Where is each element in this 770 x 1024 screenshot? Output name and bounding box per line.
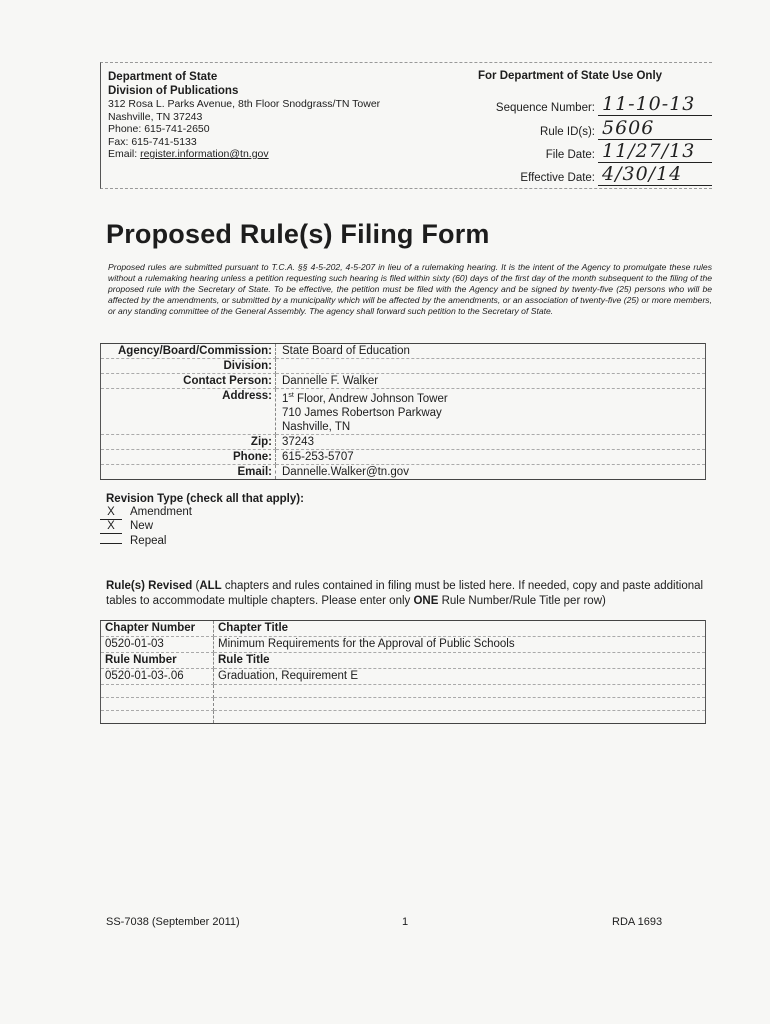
rule-number-header: Rule Number <box>101 653 214 669</box>
chapter-number: 0520-01-03 <box>101 637 214 653</box>
revision-repeal <box>100 535 166 549</box>
form-id: SS-7038 (September 2011) <box>106 916 240 928</box>
blank-row <box>101 698 706 711</box>
rules-revised-table <box>100 620 706 724</box>
zip-label: Zip: <box>101 434 276 449</box>
page-number: 1 <box>402 916 409 928</box>
department-address: 312 Rosa L. Parks Avenue, 8th Floor Snodgrass/TN Tower <box>108 98 381 110</box>
revision-new <box>100 520 153 534</box>
form-title: Proposed Rule(s) Filing Form <box>106 219 490 249</box>
email-label-cell: Email: <box>101 464 276 479</box>
repeal-label: Repeal <box>130 535 167 547</box>
file-date-value: 11/27/13 <box>598 140 712 163</box>
contact-value: Dannelle F. Walker <box>276 374 706 389</box>
revision-amendment <box>100 506 192 520</box>
chapter-header-row <box>101 621 706 637</box>
division-row <box>101 359 706 374</box>
blank-cell <box>101 698 214 711</box>
new-label: New <box>130 520 154 532</box>
department-city: Nashville, TN 37243 <box>108 110 203 123</box>
chapter-title-header: Chapter Title <box>214 621 706 637</box>
rule-number: 0520-01-03-.06 <box>101 669 214 685</box>
intro-paragraph: Proposed rules are submitted pursuant to T.C.A. §§ 4-5-202, 4-5-207 in lieu of a rulemaking hearing. It is the intent of the Agency to promulgate these rules without a rulemaking hearing unless a petition requesting such hearing is filed within sixty (60) days of the first day of the month subsequent to the filing of the proposed rule with the Secretary of State. To be effective, the petition must be filed with the Agency and be signed by twenty-five (25) persons who will be affected by the amendments, or submitted by a municipality which will be affected by the amendments, or an association of twenty-five (25) or more members, or any standing committee of the General Assembly. The agency shall forward such petition to the Secretary of State. <box>108 262 712 316</box>
address-line-3: Nashville, TN <box>282 420 351 433</box>
new-check-mark: X <box>100 520 122 534</box>
address-line-2: 710 James Robertson Parkway <box>282 406 442 419</box>
agency-label: Agency/Board/Commission: <box>101 344 276 359</box>
department-info <box>108 70 380 161</box>
contact-label: Contact Person: <box>101 374 276 389</box>
address-line-1-text: Floor, Andrew Johnson Tower <box>293 392 448 405</box>
rule-title-header: Rule Title <box>214 653 706 669</box>
amendment-label: Amendment <box>130 506 193 518</box>
agency-row <box>101 344 706 359</box>
department-email-line <box>108 148 380 161</box>
rule-row <box>101 669 706 685</box>
department-email-link[interactable]: register.information@tn.gov <box>140 148 269 160</box>
repeal-check-mark <box>100 543 122 544</box>
department-fax: Fax: 615-741-5133 <box>108 135 197 148</box>
sequence-number-field <box>460 92 710 116</box>
address-floor-suffix: st <box>288 392 294 399</box>
chapter-row <box>101 637 706 653</box>
blank-cell <box>214 711 706 724</box>
instructions-mid: chapters and rules contained in filing must be listed here. If needed, copy and paste additional tables to accommodate multiple chapters. Please enter only <box>106 580 704 607</box>
state-use-only-heading: For Department of State Use Only <box>478 70 663 82</box>
sequence-number-value: 11-10-13 <box>598 93 712 116</box>
division-label: Division: <box>101 359 276 374</box>
rule-id-value: 5606 <box>598 117 712 140</box>
blank-cell <box>214 685 706 698</box>
sequence-number-label: Sequence Number: <box>495 102 595 114</box>
contact-row <box>101 374 706 389</box>
rule-id-field <box>460 116 710 140</box>
rules-revised-instructions <box>106 579 706 609</box>
rule-header-row <box>101 653 706 669</box>
address-label: Address: <box>101 389 276 435</box>
blank-cell <box>214 698 706 711</box>
instructions-all: ALL <box>199 580 222 592</box>
revision-type-heading: Revision Type (check all that apply): <box>106 493 304 505</box>
file-date-field <box>460 139 710 163</box>
division-name: Division of Publications <box>108 85 239 97</box>
instructions-end: Rule Number/Rule Title per row) <box>438 595 606 607</box>
instructions-one: ONE <box>413 595 439 607</box>
address-floor-number: 1 <box>282 392 289 405</box>
effective-date-field <box>460 162 710 186</box>
rules-revised-heading: Rule(s) Revised <box>106 580 193 592</box>
blank-cell <box>101 711 214 724</box>
agency-value: State Board of Education <box>276 344 706 359</box>
rule-id-label: Rule ID(s): <box>540 126 595 138</box>
department-phone: Phone: 615-741-2650 <box>108 123 210 135</box>
email-row <box>101 464 706 479</box>
blank-row <box>101 711 706 724</box>
file-date-label: File Date: <box>545 149 595 161</box>
instructions-open-paren: ( <box>192 580 200 592</box>
chapter-title: Minimum Requirements for the Approval of Public Schools <box>214 637 706 653</box>
blank-row <box>101 685 706 698</box>
zip-value: 37243 <box>276 434 706 449</box>
address-row <box>101 389 706 435</box>
email-label: Email: <box>108 148 141 160</box>
department-name: Department of State <box>108 71 218 83</box>
effective-date-label: Effective Date: <box>520 172 595 184</box>
chapter-number-header: Chapter Number <box>101 621 214 637</box>
phone-row <box>101 449 706 464</box>
phone-label: Phone: <box>101 449 276 464</box>
zip-row <box>101 434 706 449</box>
blank-cell <box>101 685 214 698</box>
rda-number: RDA 1693 <box>612 916 663 928</box>
agency-info-table <box>100 343 706 480</box>
email-value: Dannelle.Walker@tn.gov <box>276 464 706 479</box>
rule-title: Graduation, Requirement E <box>214 669 706 685</box>
address-line-1 <box>282 389 702 406</box>
division-value <box>276 359 706 374</box>
address-value <box>276 389 706 435</box>
phone-value: 615-253-5707 <box>276 449 706 464</box>
amendment-check-mark: X <box>100 506 122 520</box>
effective-date-value: 4/30/14 <box>598 163 712 186</box>
